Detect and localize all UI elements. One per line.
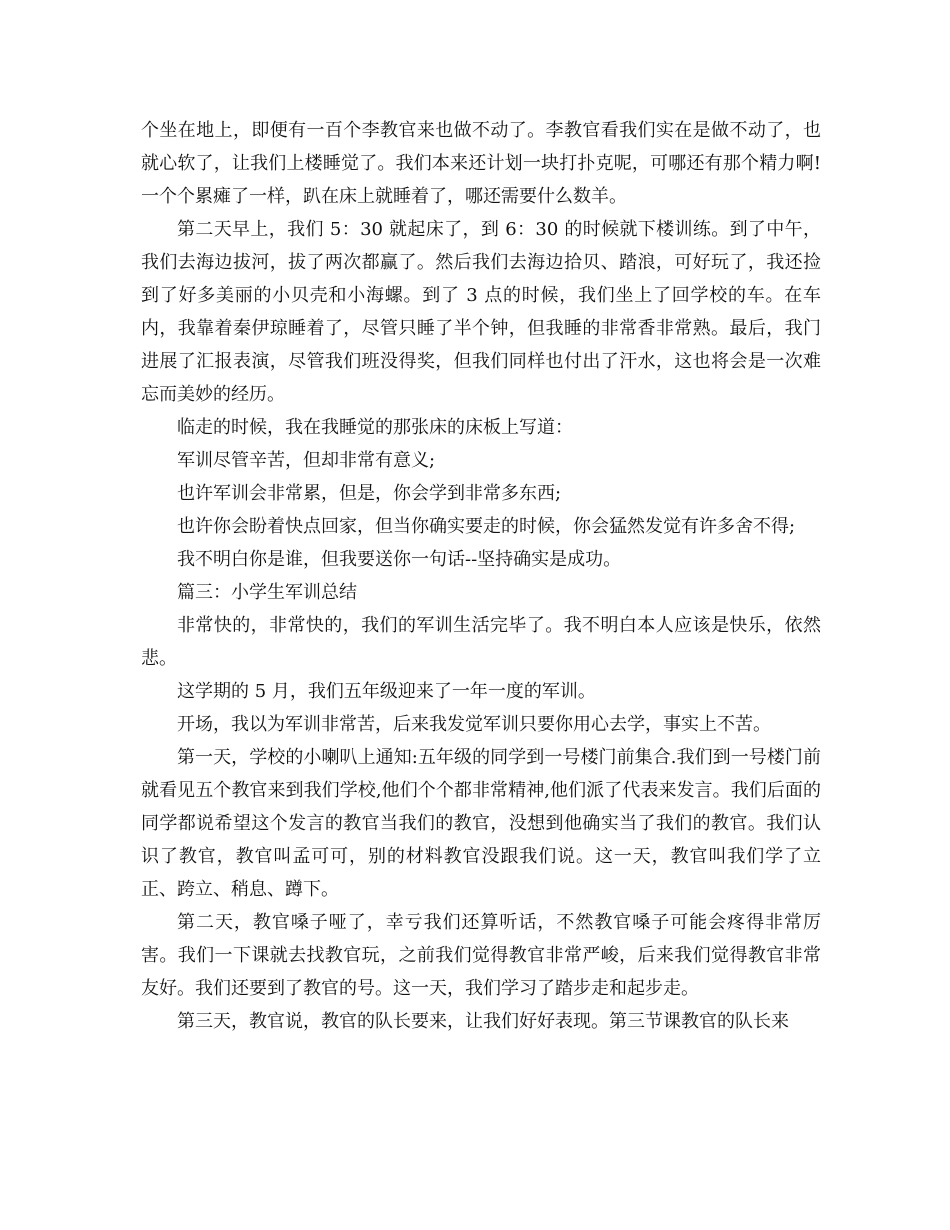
paragraph-11: 开场，我以为军训非常苦，后来我发觉军训只要你用心去学，事实上不苦。 <box>177 714 771 735</box>
paragraph-5: 也许军训会非常累，但是，你会学到非常多东西; <box>177 483 562 504</box>
paragraph-7: 我不明白你是谁，但我要送你一句话--坚持确实是成功。 <box>177 549 622 570</box>
section-heading: 篇三：小学生军训总结 <box>177 582 357 603</box>
paragraph-13: 第二天，教官嗓子哑了，幸亏我们还算听话，不然教官嗓子可能会疼得非常厉害。我们一下课就去找教官玩，之前我们觉得教官非常严峻，后来我们觉得教官非常友好。我们还要到了教官的号。这一天，我们学习了踏步走和起步走。 <box>141 912 821 999</box>
paragraph-14: 第三天，教官说，教官的队长要来，让我们好好表现。第三节课教官的队长来 <box>177 1011 789 1032</box>
paragraph-2: 第二天早上，我们 5：30 就起床了，到 6：30 的时候就下楼训练。到了中午，我们去海边拔河，拔了两次都赢了。然后我们去海边拾贝、踏浪，可好玩了，我还捡到了好多美丽的小贝壳和小海螺。到了 3 点的时候，我们坐上了回学校的车。在车内，我靠着秦伊琼睡着了，尽管只睡了半个钟，但我睡的非常香非常熟。最后，我门进展了汇报表演，尽管我们班没得奖，但我们同样也付出了汗水，这也将会是一次难忘而美妙的经历。 <box>141 219 821 405</box>
paragraph-1: 个坐在地上，即便有一百个李教官来也做不动了。李教官看我们实在是做不动了，也就心软了，让我们上楼睡觉了。我们本来还计划一块打扑克呢，可哪还有那个精力啊!一个个累瘫了一样，趴在床上就睡着了，哪还需要什么数羊。 <box>141 120 821 207</box>
paragraph-4: 军训尽管辛苦，但却非常有意义; <box>177 450 436 471</box>
paragraph-6: 也许你会盼着快点回家，但当你确实要走的时候，你会猛然发觉有许多舍不得; <box>177 516 796 537</box>
paragraph-10: 这学期的 5 月，我们五年级迎来了一年一度的军训。 <box>177 681 596 702</box>
paragraph-12: 第一天，学校的小喇叭上通知:五年级的同学到一号楼门前集合.我们到一号楼门前就看见五个教官来到我们学校,他们个个都非常精神,他们派了代表来发言。我们后面的同学都说希望这个发言的教官当我们的教官，没想到他确实当了我们的教官。我们认识了教官，教官叫孟可可，别的材料教官没跟我们说。这一天，教官叫我们学了立正、跨立、稍息、蹲下。 <box>141 747 821 900</box>
document-page <box>141 114 821 1038</box>
paragraph-9: 非常快的，非常快的，我们的军训生活完毕了。我不明白本人应该是快乐，依然悲。 <box>141 615 821 669</box>
paragraph-3: 临走的时候，我在我睡觉的那张床的床板上写道： <box>177 417 573 438</box>
